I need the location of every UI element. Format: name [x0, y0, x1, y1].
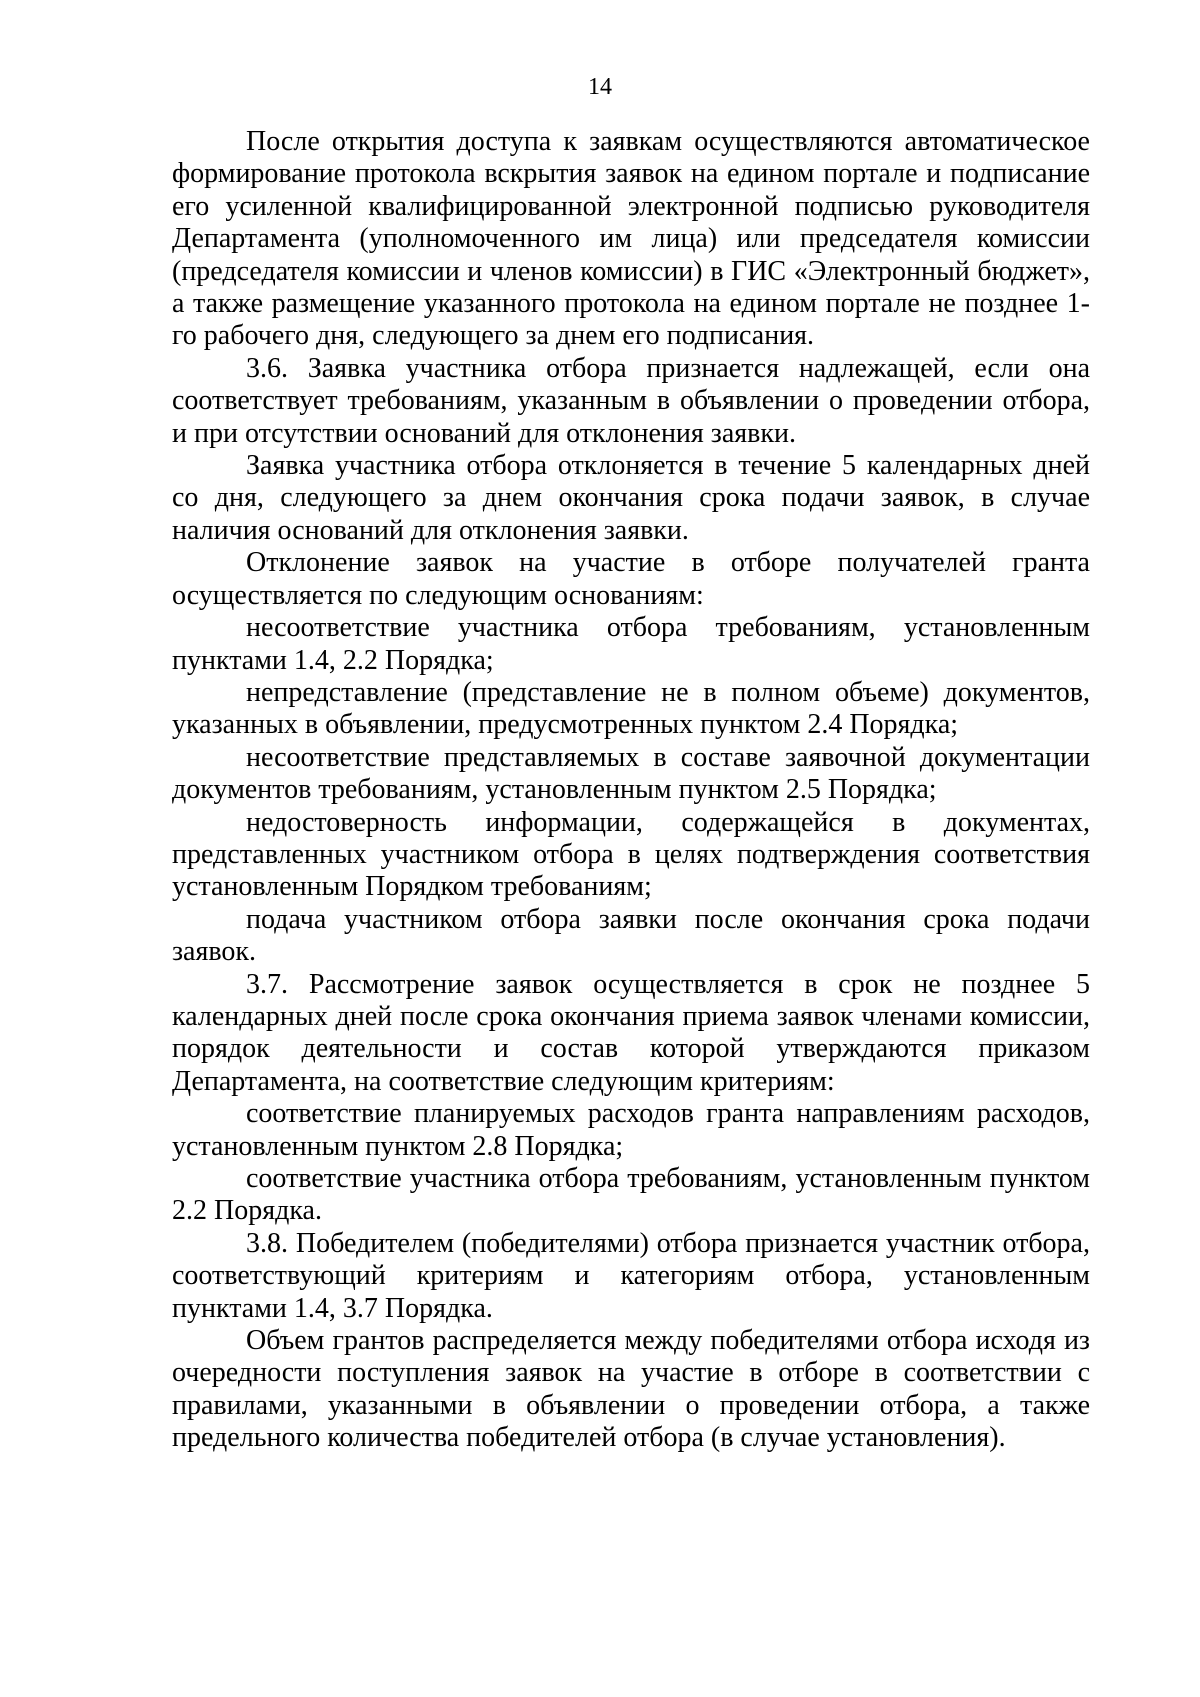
paragraph-application-rejection-term: Заявка участника отбора отклоняется в течение 5 календарных дней со дня, следующего за днем окончания срока подачи заявок, в случае наличия оснований для отклонения заявки.	[172, 450, 1090, 546]
paragraph-3-7-application-review: 3.7. Рассмотрение заявок осуществляется в срок не позднее 5 календарных дней после срока окончания приема заявок членами комиссии, порядок деятельности и состав которой утверждаются приказом Департамента, на соответствие следующим критериям:	[172, 968, 1090, 1097]
paragraph-3-8-winners: 3.8. Победителем (победителями) отбора признается участник отбора, соответствующий критериям и категориям отбора, установленным пунктами 1.4, 3.7 Порядка.	[172, 1227, 1090, 1324]
list-item-ground-documents-missing: непредставление (представление не в полном объеме) документов, указанных в объявлении, предусмотренных пунктом 2.4 Порядка;	[172, 676, 1090, 741]
paragraph-grant-distribution: Объем грантов распределяется между победителями отбора исходя из очередности поступления заявок на участие в отборе в соответствии с правилами, указанными в объявлении о проведении отбора, а также предельного количества победителей отбора (в случае установления).	[172, 1325, 1090, 1454]
page-number: 14	[588, 74, 612, 100]
list-item-criterion-expenses: соответствие планируемых расходов гранта направлениям расходов, установленным пунктом 2.8 Порядка;	[172, 1098, 1090, 1162]
document-body	[172, 126, 1090, 1455]
list-item-ground-documents-mismatch: несоответствие представляемых в составе заявочной документации документов требованиям, установленным пунктом 2.5 Порядка;	[172, 741, 1090, 806]
list-item-ground-false-information: недостоверность информации, содержащейся в документах, представленных участником отбора в целях подтверждения соответствия установленным Порядком требованиям;	[172, 806, 1090, 903]
paragraph-protocol-signing: После открытия доступа к заявкам осуществляются автоматическое формирование протокола вскрытия заявок на едином портале и подписание его усиленной квалифицированной электронной подписью руководителя Департамента (уполномоченного им лица) или председателя комиссии (председателя комиссии и членов комиссии) в ГИС «Электронный бюджет», а также размещение указанного протокола на едином портале не позднее 1-го рабочего дня, следующего за днем его подписания.	[172, 126, 1090, 352]
list-item-ground-late-submission: подача участником отбора заявки после окончания срока подачи заявок.	[172, 903, 1090, 968]
paragraph-3-6-application-proper: 3.6. Заявка участника отбора признается надлежащей, если она соответствует требованиям, указанным в объявлении о проведении отбора, и при отсутствии оснований для отклонения заявки.	[172, 352, 1090, 449]
paragraph-rejection-grounds-intro: Отклонение заявок на участие в отборе получателей гранта осуществляется по следующим основаниям:	[172, 547, 1090, 611]
list-item-criterion-participant: соответствие участника отбора требованиям, установленным пунктом 2.2 Порядка.	[172, 1163, 1090, 1227]
list-item-ground-requirements-mismatch: несоответствие участника отбора требованиям, установленным пунктами 1.4, 2.2 Порядка;	[172, 612, 1090, 676]
